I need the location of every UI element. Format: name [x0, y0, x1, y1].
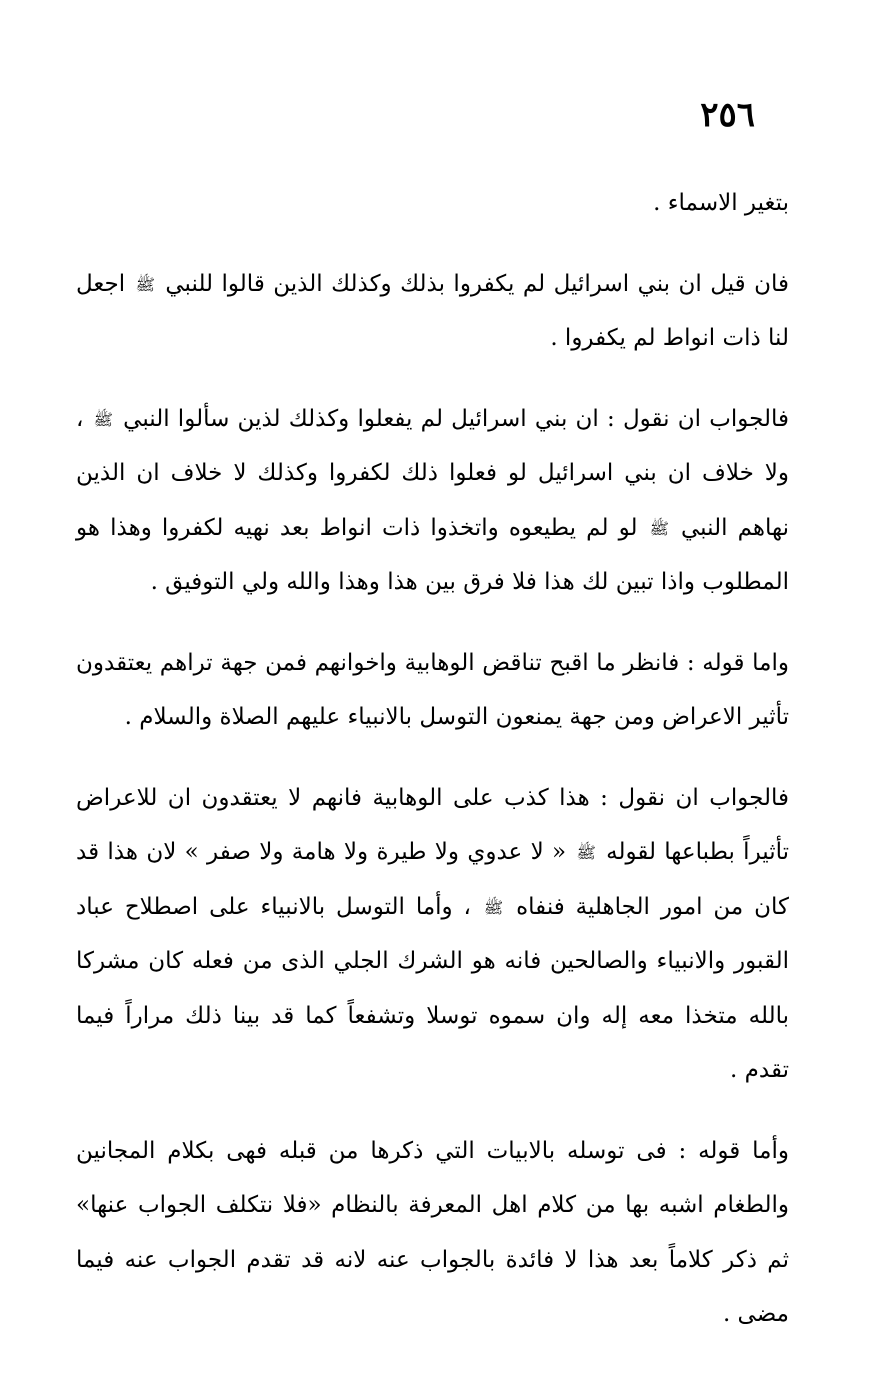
paragraph-text: « لا عدوي ولا طيرة ولا هامة ولا صفر » لان هذا قد كان من امور الجاهلية فنفاه [76, 839, 790, 920]
salawat-seal-icon: ﷺ [649, 518, 669, 538]
page-number: ٢٥٦ [700, 95, 755, 135]
paragraph [76, 392, 789, 610]
paragraph-text: فالجواب ان نقول : ان بني اسرائيل لم يفعلوا وكذلك لذين سألوا النبي [123, 405, 790, 432]
paragraph [76, 257, 789, 366]
paragraph [76, 636, 789, 745]
paragraph-text: واما قوله : فانظر ما اقبح تناقض الوهابية واخوانهم فمن جهة تراهم يعتقدون تأثير الاعراض ومن جهة يمنعون التوسل بالانبياء عليهم الصلاة والسلام . [76, 649, 789, 730]
paragraph-text: ، وأما التوسل بالانبياء على اصطلاح عباد القبور والانبياء والصالحين فانه هو الشرك الجلي الذى من فعله كان مشركا بالله متخذا معه إله وان سموه توسلا وتشفعاً كما قد بينا ذلك مراراً فيما تقدم . [76, 893, 789, 1083]
salawat-seal-icon: ﷺ [483, 897, 504, 917]
paragraph-text: اجعل لنا ذات انواط لم يكفروا . [76, 270, 789, 351]
salawat-seal-icon: ﷺ [135, 274, 155, 294]
page-body-text [76, 176, 789, 1342]
paragraph [76, 176, 789, 231]
paragraph [76, 771, 789, 1098]
paragraph-text: وأما قوله : فى توسله بالابيات التي ذكرها من قبله فهى بكلام المجانين والطغام اشبه بها من كلام اهل المعرفة بالنظام «فلا نتكلف الجواب عنها» ثم ذكر كلاماً بعد هذا لا فائدة بالجواب عنه لانه قد تقدم الجواب عنه فيما مضى . [76, 1137, 789, 1327]
paragraph-text: لو لم يطيعوه واتخذوا ذات انواط بعد نهيه لكفروا وهذا هو المطلوب واذا تبين لك هذا فلا فرق بين هذا وهذا والله ولي التوفيق . [76, 514, 789, 595]
paragraph [76, 1124, 789, 1342]
salawat-seal-icon: ﷺ [93, 409, 113, 429]
salawat-seal-icon: ﷺ [576, 843, 596, 862]
paragraph-text: فان قيل ان بني اسرائيل لم يكفروا بذلك وكذلك الذين قالوا للنبي [165, 270, 789, 297]
paragraph-text: بتغير الاسماء . [653, 190, 789, 216]
paragraph-text: فالجواب ان نقول : هذا كذب على الوهابية فانهم لا يعتقدون ان للاعراض تأثيراً بطباعها لقوله [76, 784, 790, 865]
paragraph-text: ، ولا خلاف ان بني اسرائيل لو فعلوا ذلك لكفروا وكذلك لا خلاف ان الذين نهاهم النبي [76, 405, 790, 541]
